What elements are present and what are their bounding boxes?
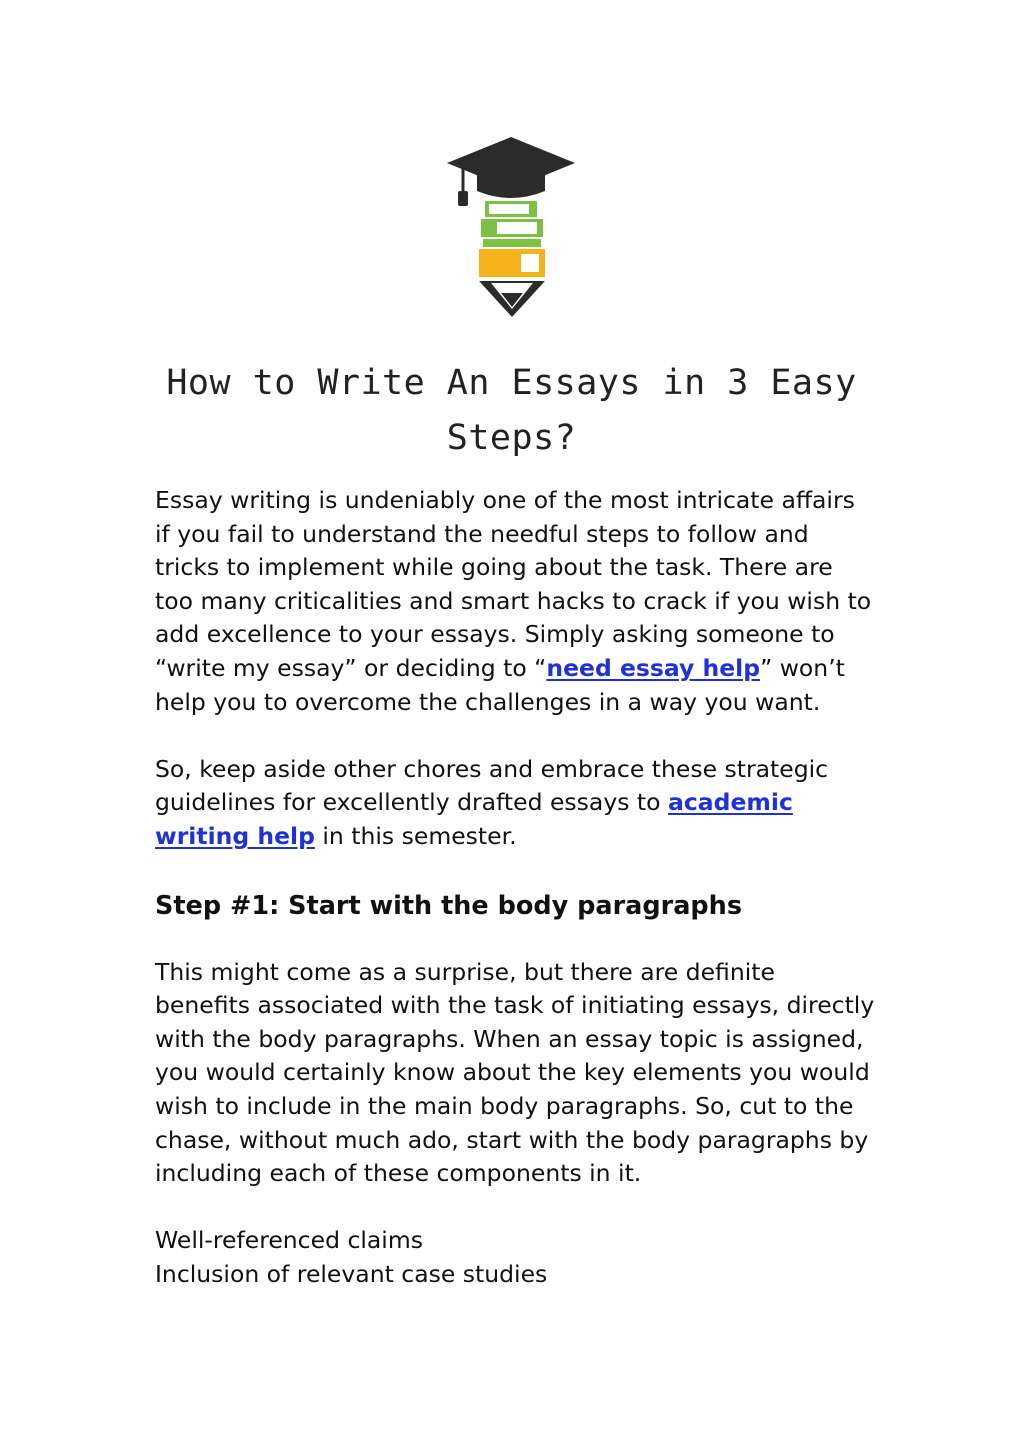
step-1-heading: Step #1: Start with the body paragraphs [155, 890, 742, 921]
paragraph-gap [155, 854, 875, 888]
para2-text-1: So, keep aside other chores and embrace these strategic guidelines for excellently drafted essays to [155, 754, 829, 817]
list-item: Inclusion of relevant case studies [155, 1259, 548, 1288]
academic-writing-help-link[interactable]: academic writing help [155, 788, 793, 850]
cap-board [447, 137, 575, 189]
intro-paragraph [155, 484, 875, 719]
page-title: How to Write An Essays in 3 Easy Steps? [166, 363, 857, 458]
tassel-end [458, 191, 468, 206]
second-paragraph [155, 753, 875, 854]
paragraph-gap [155, 924, 875, 956]
intro-text-1: Essay writing is undeniably one of the most intricate affairs if you fail to understand the needful steps to follow and tricks to implement while going about the task. There are too many criticalities and smart hacks to crack if you wish to add excellence to your essays. Simply asking someone to “write my essay” or deciding to “ [155, 486, 872, 682]
need-essay-help-link[interactable]: need essay help [546, 653, 761, 682]
article-body [155, 484, 875, 1291]
intro-text-2: ” won’t help you to overcome the challenges in a way you want. [155, 653, 845, 716]
step-1-paragraph: This might come as a surprise, but there are definite benefits associated with the task of initiating essays, directly with the body paragraphs. When an essay topic is assigned, you would certainly know about the key elements you would wish to include in the main body paragraphs. So, cut to the chase, without much ado, start with the body paragraphs by including each of these components in it. [155, 957, 875, 1188]
book-green-3 [483, 239, 541, 247]
list-item: Well-referenced claims [155, 1226, 423, 1255]
para2-text-2: in this semester. [314, 821, 517, 850]
paragraph-gap [155, 1191, 875, 1225]
paragraph-gap [155, 719, 875, 753]
graduation-cap-pencil-logo [441, 133, 581, 319]
